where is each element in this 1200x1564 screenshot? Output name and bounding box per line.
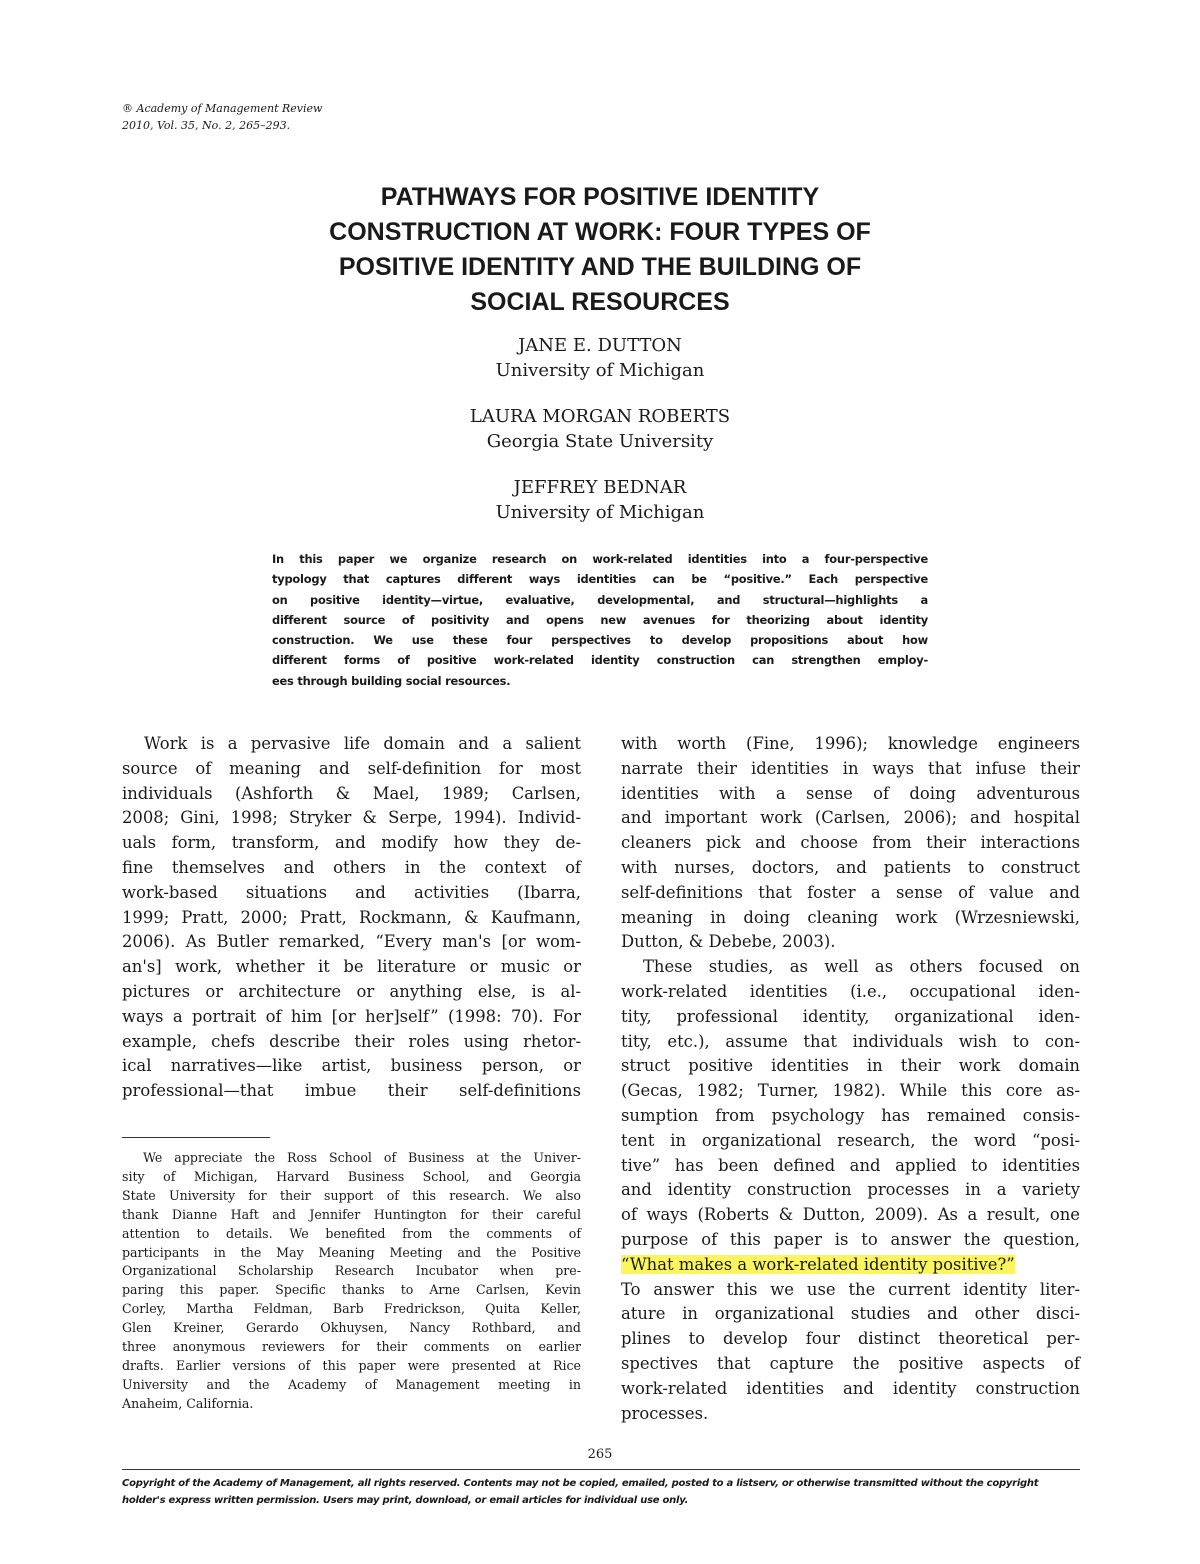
footnote-line: sity of Michigan, Harvard Business School, and Georgia xyxy=(122,1168,581,1184)
body-line: sumption from psychology has remained consis- xyxy=(621,1105,1080,1125)
footnote-line: attention to details. We benefited from the comments of xyxy=(122,1225,581,1241)
body-line: tive” has been defined and applied to identities xyxy=(621,1155,1080,1175)
body-left-column xyxy=(122,732,581,1104)
page-number: 265 xyxy=(587,1447,613,1462)
title-line: CONSTRUCTION AT WORK: FOUR TYPES OF xyxy=(329,218,871,246)
footnote-line: three anonymous reviewers for their comments on earlier xyxy=(122,1339,581,1355)
footnote-line: participants in the May Meaning Meeting and the Positive xyxy=(122,1244,581,1260)
body-line: These studies, as well as others focused on xyxy=(643,957,1080,977)
body-line: tent in organizational research, the word “posi- xyxy=(621,1130,1080,1150)
author-name: JANE E. DUTTON xyxy=(518,335,682,356)
abstract-line: different source of positivity and opens new avenues for theorizing about identity xyxy=(272,612,928,627)
footnote-line: University and the Academy of Management meeting in xyxy=(122,1376,581,1392)
body-line: 2006). As Butler remarked, “Every man's [or wom- xyxy=(122,932,581,952)
body-line: work-related identities and identity construction xyxy=(621,1378,1080,1398)
paper-title xyxy=(180,180,1020,320)
body-line: example, chefs describe their roles using rhetor- xyxy=(122,1031,581,1051)
body-line: uals form, transform, and modify how they de- xyxy=(122,833,581,853)
body-line: ways a portrait of him [or her]self” (1998: 70). For xyxy=(122,1006,581,1026)
body-line: purpose of this paper is to answer the question, xyxy=(621,1229,1080,1249)
journal-citation: 2010, Vol. 35, No. 2, 265–293. xyxy=(122,119,291,132)
body-line: To answer this we use the current identity liter- xyxy=(621,1279,1080,1299)
copyright-line: Copyright of the Academy of Management, all rights reserved. Contents may not be copied, emailed, posted to a listserv, or otherwise transmitted without the copyright xyxy=(122,1478,1039,1489)
footnote-divider xyxy=(122,1137,270,1138)
body-line: spectives that capture the positive aspects of xyxy=(621,1353,1080,1373)
body-line: narrate their identities in ways that infuse their xyxy=(621,758,1080,778)
footnote-line: Anaheim, California. xyxy=(122,1395,254,1411)
body-line: 2008; Gini, 1998; Stryker & Serpe, 1994). Individ- xyxy=(122,808,581,828)
journal-info xyxy=(122,100,322,134)
author-block xyxy=(300,334,900,384)
author-block xyxy=(300,405,900,455)
body-line: with worth (Fine, 1996); knowledge engineers xyxy=(621,734,1080,753)
title-line: POSITIVE IDENTITY AND THE BUILDING OF xyxy=(338,253,862,281)
author-affiliation: University of Michigan xyxy=(495,502,705,523)
author-affiliation: University of Michigan xyxy=(495,360,705,381)
footnote-line: paring this paper. Specific thanks to Arne Carlsen, Kevin xyxy=(122,1282,581,1298)
body-line: work-based situations and activities (Ibarra, xyxy=(122,882,581,902)
body-line: processes. xyxy=(621,1403,709,1423)
highlighted-question-line xyxy=(621,1253,1080,1278)
abstract xyxy=(272,549,928,691)
body-line: an's] work, whether it be literature or music or xyxy=(122,957,581,977)
footnote-line: State University for their support of this research. We also xyxy=(122,1187,581,1203)
body-line: tity, etc.), assume that individuals wish to con- xyxy=(621,1031,1080,1051)
copyright-divider xyxy=(122,1469,1080,1470)
body-line: of ways (Roberts & Dutton, 2009). As a result, one xyxy=(621,1205,1080,1225)
footnote-line: Organizational Scholarship Research Incubator when pre- xyxy=(122,1263,581,1279)
body-right-column xyxy=(621,732,1080,1426)
body-line: Dutton, & Debebe, 2003). xyxy=(621,932,836,952)
author-block xyxy=(300,476,900,526)
copyright-line: holder's express written permission. Users may print, download, or email articles for individual use only. xyxy=(122,1495,689,1506)
body-line: and important work (Carlsen, 2006); and hospital xyxy=(621,808,1080,828)
body-line: fine themselves and others in the context of xyxy=(122,857,581,877)
abstract-line: construction. We use these four perspectives to develop propositions about how xyxy=(272,633,928,648)
body-line: and identity construction processes in a variety xyxy=(621,1180,1080,1200)
acknowledgment-footnote xyxy=(122,1149,581,1414)
body-line: ical narratives—like artist, business person, or xyxy=(122,1056,581,1076)
body-line: source of meaning and self-definition for most xyxy=(122,758,581,778)
footnote-line: We appreciate the Ross School of Business at the Univer- xyxy=(143,1150,581,1165)
body-line: tity, professional identity, organizational iden- xyxy=(621,1006,1080,1026)
abstract-line: ees through building social resources. xyxy=(272,673,511,688)
abstract-line: In this paper we organize research on work-related identities into a four-perspective xyxy=(272,552,928,566)
body-line: professional—that imbue their self-definitions xyxy=(122,1081,581,1101)
copyright-notice xyxy=(122,1475,1080,1509)
body-line: pictures or architecture or anything else, is al- xyxy=(122,981,581,1001)
title-line: SOCIAL RESOURCES xyxy=(470,288,730,316)
body-line: ature in organizational studies and other disci- xyxy=(621,1304,1080,1324)
body-line: work-related identities (i.e., occupational iden- xyxy=(621,981,1080,1001)
body-line: meaning in doing cleaning work (Wrzesniewski, xyxy=(621,907,1080,927)
body-line: with nurses, doctors, and patients to construct xyxy=(621,857,1080,877)
footnote-line: thank Dianne Haft and Jennifer Huntington for their careful xyxy=(122,1206,581,1222)
body-line: cleaners pick and choose from their interactions xyxy=(621,833,1080,853)
abstract-line: typology that captures different ways identities can be “positive.” Each perspective xyxy=(272,572,928,587)
title-line: PATHWAYS FOR POSITIVE IDENTITY xyxy=(380,183,820,211)
author-affiliation: Georgia State University xyxy=(486,431,714,452)
author-name: LAURA MORGAN ROBERTS xyxy=(469,406,731,427)
body-line: Work is a pervasive life domain and a salient xyxy=(144,734,581,753)
author-name: JEFFREY BEDNAR xyxy=(513,477,687,498)
body-line: 1999; Pratt, 2000; Pratt, Rockmann, & Kaufmann, xyxy=(122,907,581,927)
journal-name: ® Academy of Management Review xyxy=(122,102,323,115)
body-line: struct positive identities in their work domain xyxy=(621,1056,1080,1076)
highlighted-question: “What makes a work-related identity positive?” xyxy=(621,1254,1015,1274)
footnote-line: Corley, Martha Feldman, Barb Fredrickson, Quita Keller, xyxy=(122,1301,581,1317)
body-line: identities with a sense of doing adventurous xyxy=(621,783,1080,803)
body-line: (Gecas, 1982; Turner, 1982). While this core as- xyxy=(621,1081,1080,1101)
footnote-line: drafts. Earlier versions of this paper were presented at Rice xyxy=(122,1357,581,1373)
body-line: self-definitions that foster a sense of value and xyxy=(621,882,1080,902)
abstract-line: on positive identity—virtue, evaluative, developmental, and structural—highlights a xyxy=(272,592,928,607)
footnote-line: Glen Kreiner, Gerardo Okhuysen, Nancy Rothbard, and xyxy=(122,1320,581,1336)
abstract-line: different forms of positive work-related identity construction can strengthen employ- xyxy=(272,653,928,668)
body-line: plines to develop four distinct theoretical per- xyxy=(621,1329,1080,1349)
body-line: individuals (Ashforth & Mael, 1989; Carlsen, xyxy=(122,783,581,803)
